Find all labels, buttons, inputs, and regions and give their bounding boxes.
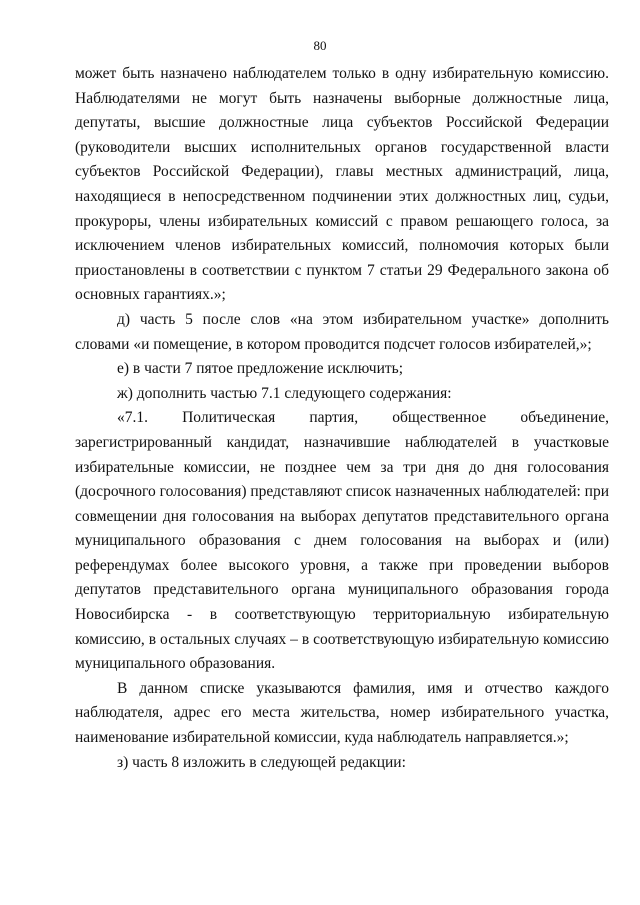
page-number: 80: [313, 38, 327, 53]
paragraph-continuation: может быть назначено наблюдателем только в одну избирательную комиссию. Наблюдателями не могут быть назначены выборные должностные лица, депутаты, высшие должностные лица субъектов Российской Федерации (руководители высших исполнительных органов государственной власти субъектов Российской Федерации), главы местных администраций, лица, находящиеся в непосредственном подчинении этих должностных лиц, судьи, прокуроры, члены избирательных комиссий с правом решающего голоса, за исключением членов избирательных комиссий, полномочия которых были приостановлены в соответствии с пунктом 7 статьи 29 Федерального закона об основных гарантиях.»;: [75, 65, 609, 304]
paragraph-item-zh: ж) дополнить частью 7.1 следующего содержания:: [117, 384, 452, 402]
document-body: [75, 62, 609, 775]
paragraph-item-d: д) часть 5 после слов «на этом избирательном участке» дополнить словами «и помещение, в котором проводится подсчет голосов избирателей,»;: [75, 310, 609, 353]
paragraph-item-e: е) в части 7 пятое предложение исключить;: [117, 360, 404, 378]
paragraph-observer-list: В данном списке указываются фамилия, имя и отчество каждого наблюдателя, адрес его места жительства, номер избирательного участка, наименование избирательной комиссии, куда наблюдатель направляется.»;: [75, 679, 609, 747]
paragraph-item-z: з) часть 8 изложить в следующей редакции:: [117, 753, 406, 771]
paragraph-clause-7-1: «7.1. Политическая партия, общественное объединение, зарегистрированный кандидат, назначившие наблюдателей в участковые избирательные комиссии, не позднее чем за три дня до дня голосования (досрочного голосования) представляют список назначенных наблюдателей: при совмещении дня голосования на выборах депутатов представительного органа муниципального образования с днем голосования на выборах и (или) референдумах более высокого уровня, а также при проведении выборов депутатов представительного органа муниципального образования города Новосибирска - в соответствующую территориальную избирательную комиссию, в остальных случаях – в соответствующую избирательную комиссию муниципального образования.: [75, 409, 610, 673]
